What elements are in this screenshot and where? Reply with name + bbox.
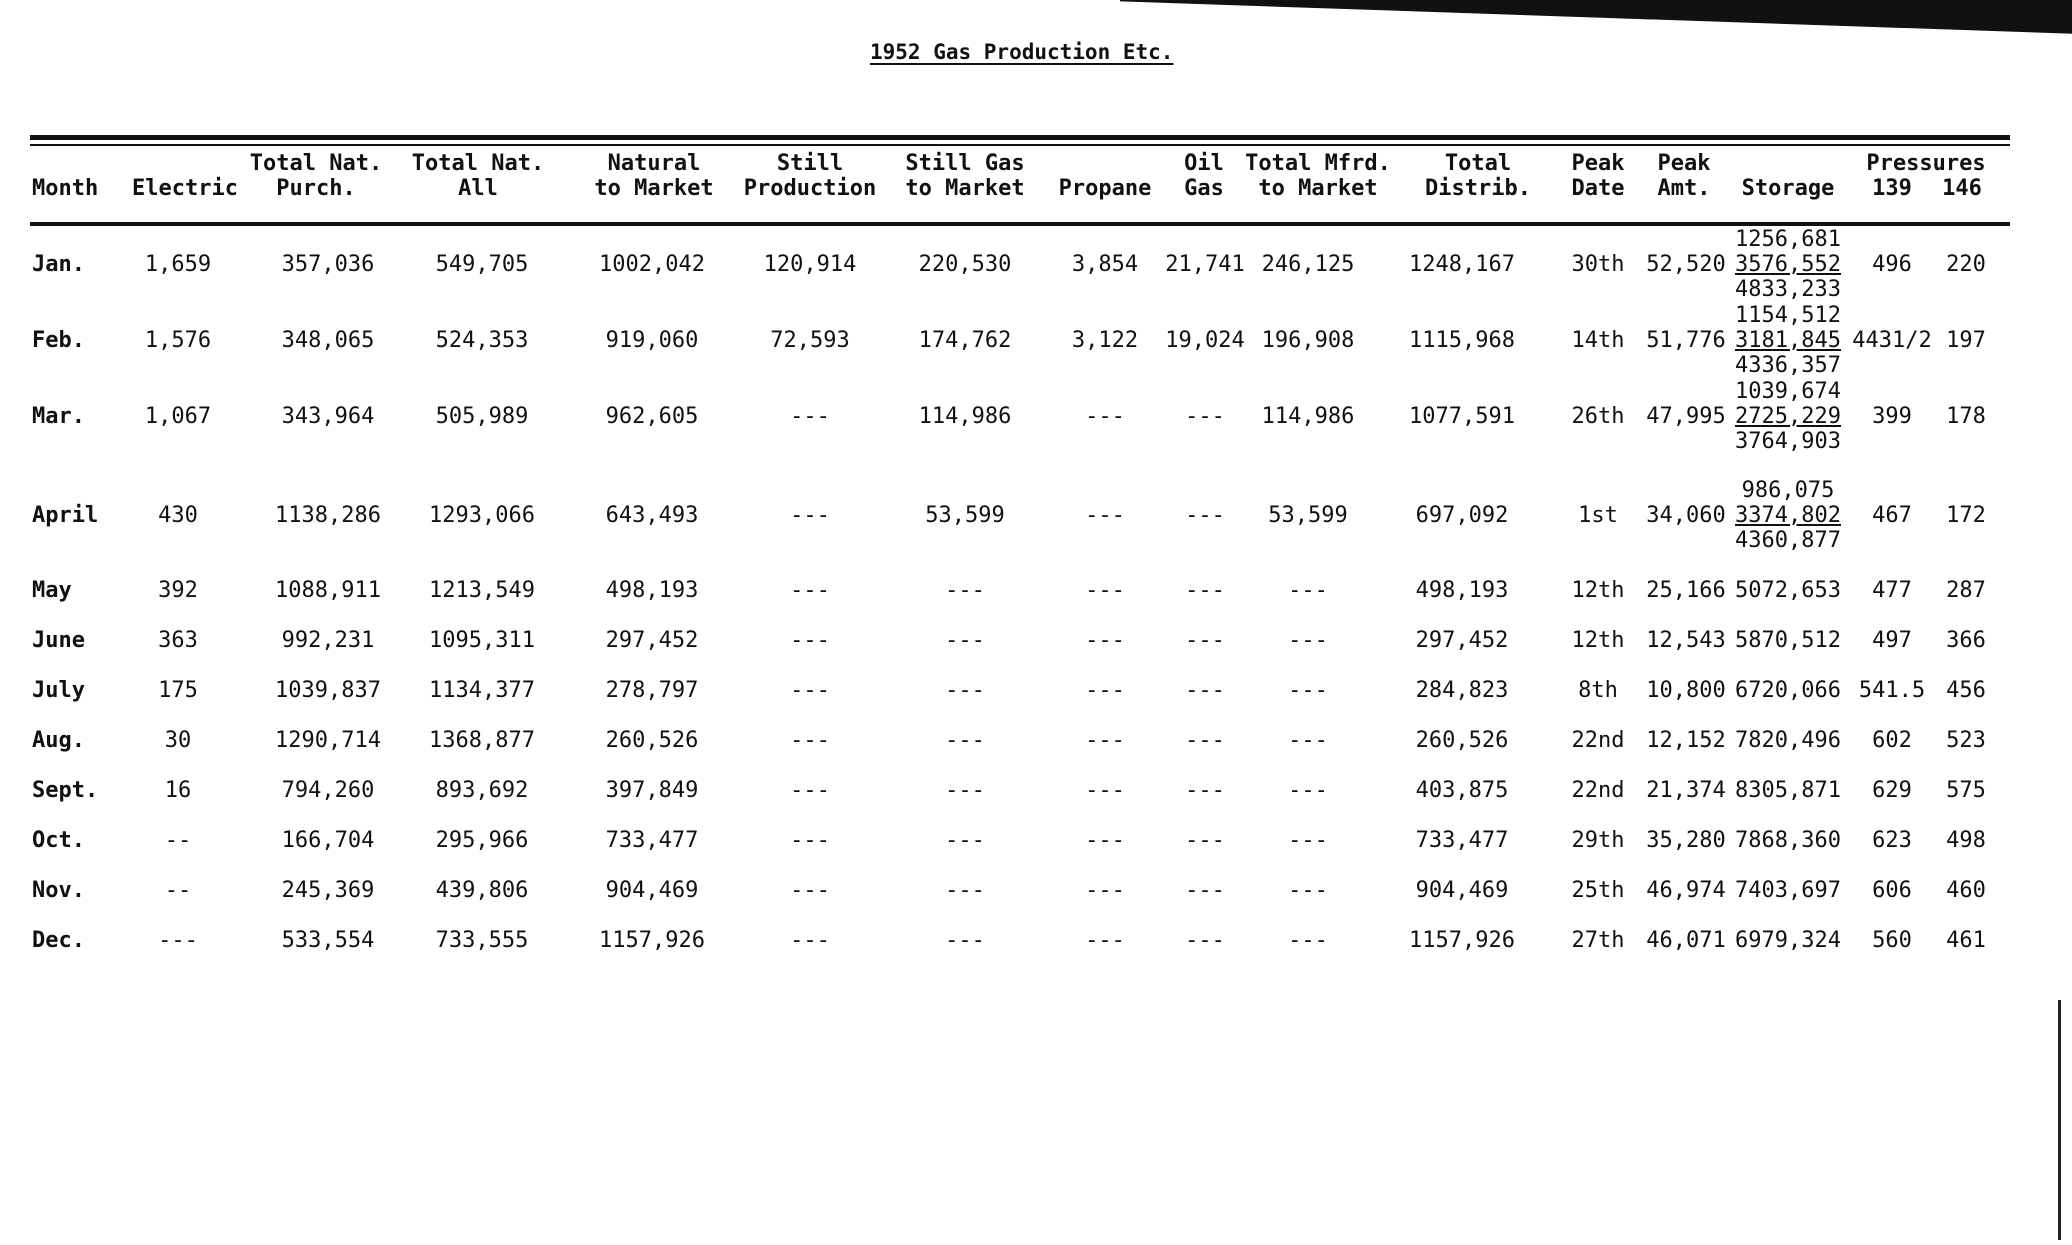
cell-p139: 4431/2	[1852, 328, 1932, 353]
cell-oil-gas: ---	[1185, 878, 1225, 903]
cell-still-production: 72,593	[770, 328, 850, 353]
header-line: Total Nat.	[411, 151, 545, 176]
cell-electric: 392	[158, 578, 198, 603]
cell-total-distrib: 403,875	[1415, 778, 1509, 803]
header-pressure-146	[1942, 176, 1982, 201]
cell-still-gas-to-market: ---	[945, 728, 985, 753]
header-line: Still Gas	[905, 151, 1025, 176]
cell-p139: 602	[1872, 728, 1912, 753]
header-oil-gas	[1184, 151, 1224, 201]
header-line: Month	[32, 176, 99, 201]
cell-p146: 523	[1946, 728, 1986, 753]
cell-month: Oct.	[32, 828, 85, 853]
cell-peak-amt: 51,776	[1646, 328, 1726, 353]
cell-total-distrib: 904,469	[1415, 878, 1509, 903]
cell-total-mfrd-to-market: 246,125	[1261, 252, 1355, 277]
cell-storage	[1735, 379, 1841, 454]
header-line: Total Nat.	[249, 151, 383, 176]
header-still-gas-to-market	[905, 151, 1024, 201]
storage-line: 4360,877	[1735, 528, 1841, 553]
cell-still-gas-to-market: ---	[945, 828, 985, 853]
cell-natural-to-market: 1157,926	[599, 928, 705, 953]
cell-natural-to-market: 1002,042	[599, 252, 705, 277]
header-line: to Market	[905, 176, 1025, 201]
cell-propane: 3,854	[1071, 252, 1139, 277]
cell-propane: ---	[1085, 578, 1125, 603]
page-title: 1952 Gas Production Etc.	[870, 40, 1174, 64]
cell-still-production: ---	[790, 828, 830, 853]
cell-storage	[1735, 578, 1841, 603]
cell-peak-amt: 35,280	[1646, 828, 1726, 853]
storage-line: 7820,496	[1735, 728, 1841, 753]
header-natural-to-market	[594, 151, 713, 201]
cell-propane: ---	[1085, 678, 1125, 703]
cell-still-production: ---	[790, 578, 830, 603]
header-pressure-139	[1872, 176, 1912, 201]
header-peak-amt	[1658, 151, 1711, 201]
cell-electric: 1,576	[144, 328, 212, 353]
cell-total-nat-purch: 992,231	[281, 628, 375, 653]
cell-electric: 30	[164, 728, 192, 753]
cell-p146: 460	[1946, 878, 1986, 903]
cell-p139: 629	[1872, 778, 1912, 803]
cell-p146: 461	[1946, 928, 1986, 953]
header-total-nat-all	[412, 151, 544, 201]
cell-oil-gas: 21,741	[1165, 252, 1245, 277]
cell-total-mfrd-to-market: 114,986	[1261, 404, 1355, 429]
cell-storage	[1735, 678, 1841, 703]
cell-propane: ---	[1085, 404, 1125, 429]
cell-still-production: ---	[790, 928, 830, 953]
cell-storage	[1735, 778, 1841, 803]
cell-storage	[1735, 227, 1841, 302]
header-line: to Market	[594, 176, 714, 201]
cell-month: July	[32, 678, 85, 703]
cell-peak-date: 26th	[1571, 404, 1625, 429]
storage-line: 1154,512	[1735, 303, 1841, 328]
header-line: Propane	[1058, 176, 1152, 201]
header-line: to Market	[1258, 176, 1378, 201]
header-line: Total	[1444, 151, 1512, 176]
cell-total-mfrd-to-market: ---	[1288, 928, 1328, 953]
cell-storage	[1735, 728, 1841, 753]
cell-month: Dec.	[32, 928, 85, 953]
storage-line: 8305,871	[1735, 778, 1841, 803]
cell-total-nat-purch: 1039,837	[275, 678, 381, 703]
cell-natural-to-market: 397,849	[605, 778, 699, 803]
cell-total-mfrd-to-market: ---	[1288, 778, 1328, 803]
cell-natural-to-market: 919,060	[605, 328, 699, 353]
cell-propane: ---	[1085, 503, 1125, 528]
cell-p139: 467	[1872, 503, 1912, 528]
storage-line: 1256,681	[1735, 227, 1841, 252]
cell-peak-amt: 46,974	[1646, 878, 1726, 903]
cell-peak-date: 25th	[1571, 878, 1625, 903]
cell-peak-amt: 12,152	[1646, 728, 1726, 753]
cell-still-gas-to-market: ---	[945, 578, 985, 603]
cell-peak-date: 1st	[1578, 503, 1618, 528]
cell-p146: 220	[1946, 252, 1986, 277]
header-line: Natural	[607, 151, 701, 176]
storage-line: 6720,066	[1735, 678, 1841, 703]
cell-total-distrib: 1157,926	[1409, 928, 1515, 953]
storage-line: 986,075	[1741, 478, 1835, 503]
cell-peak-date: 29th	[1571, 828, 1625, 853]
header-line: Still	[776, 151, 844, 176]
cell-peak-amt: 25,166	[1646, 578, 1726, 603]
cell-month: Sept.	[32, 778, 99, 803]
cell-natural-to-market: 733,477	[605, 828, 699, 853]
cell-peak-amt: 52,520	[1646, 252, 1726, 277]
cell-p146: 197	[1946, 328, 1986, 353]
cell-peak-date: 30th	[1571, 252, 1625, 277]
storage-line: 3181,845	[1735, 328, 1841, 353]
cell-still-production: ---	[790, 628, 830, 653]
cell-still-production: ---	[790, 503, 830, 528]
cell-oil-gas: 19,024	[1165, 328, 1245, 353]
cell-storage	[1735, 828, 1841, 853]
cell-natural-to-market: 297,452	[605, 628, 699, 653]
cell-p139: 496	[1872, 252, 1912, 277]
storage-line: 3576,552	[1735, 252, 1841, 277]
cell-storage	[1735, 478, 1841, 553]
cell-total-nat-all: 1368,877	[429, 728, 535, 753]
cell-still-production: ---	[790, 878, 830, 903]
cell-electric: --	[164, 878, 192, 903]
cell-total-nat-purch: 357,036	[281, 252, 375, 277]
cell-peak-date: 22nd	[1571, 728, 1625, 753]
cell-storage	[1735, 928, 1841, 953]
cell-p146: 287	[1946, 578, 1986, 603]
cell-total-mfrd-to-market: 53,599	[1268, 503, 1348, 528]
cell-total-distrib: 284,823	[1415, 678, 1509, 703]
cell-total-nat-all: 893,692	[435, 778, 529, 803]
table-top-rule-thin	[30, 144, 2010, 146]
cell-p139: 399	[1872, 404, 1912, 429]
cell-total-distrib: 1248,167	[1409, 252, 1515, 277]
cell-total-nat-all: 295,966	[435, 828, 529, 853]
cell-total-mfrd-to-market: ---	[1288, 578, 1328, 603]
cell-still-gas-to-market: 220,530	[918, 252, 1012, 277]
header-peak-date	[1572, 151, 1625, 201]
cell-total-distrib: 733,477	[1415, 828, 1509, 853]
cell-oil-gas: ---	[1185, 928, 1225, 953]
storage-line: 3764,903	[1735, 429, 1841, 454]
storage-line: 4336,357	[1735, 353, 1841, 378]
cell-total-nat-all: 439,806	[435, 878, 529, 903]
cell-p146: 172	[1946, 503, 1986, 528]
cell-electric: ---	[158, 928, 198, 953]
cell-peak-date: 27th	[1571, 928, 1625, 953]
cell-total-mfrd-to-market: 196,908	[1261, 328, 1355, 353]
cell-total-distrib: 498,193	[1415, 578, 1509, 603]
cell-electric: 175	[158, 678, 198, 703]
scan-edge-shadow	[1120, 0, 2072, 34]
cell-total-mfrd-to-market: ---	[1288, 728, 1328, 753]
storage-line: 7403,697	[1735, 878, 1841, 903]
header-line: Amt.	[1657, 176, 1711, 201]
cell-month: Nov.	[32, 878, 85, 903]
cell-total-nat-purch: 794,260	[281, 778, 375, 803]
cell-peak-amt: 21,374	[1646, 778, 1726, 803]
cell-total-nat-all: 1134,377	[429, 678, 535, 703]
cell-month: Aug.	[32, 728, 85, 753]
cell-p139: 560	[1872, 928, 1912, 953]
cell-still-production: ---	[790, 404, 830, 429]
cell-propane: ---	[1085, 628, 1125, 653]
header-line: 146	[1942, 176, 1982, 201]
cell-oil-gas: ---	[1185, 778, 1225, 803]
storage-line: 5072,653	[1735, 578, 1841, 603]
cell-total-nat-all: 1095,311	[429, 628, 535, 653]
header-line: Distrib.	[1425, 176, 1531, 201]
cell-total-distrib: 297,452	[1415, 628, 1509, 653]
header-propane	[1059, 176, 1152, 201]
cell-total-nat-all: 505,989	[435, 404, 529, 429]
cell-p146: 575	[1946, 778, 1986, 803]
cell-electric: 1,659	[144, 252, 212, 277]
header-line: Production	[743, 176, 877, 201]
header-line: Peak	[1657, 151, 1711, 176]
cell-month: Jan.	[32, 252, 85, 277]
cell-natural-to-market: 498,193	[605, 578, 699, 603]
storage-line: 3374,802	[1735, 503, 1841, 528]
cell-p146: 456	[1946, 678, 1986, 703]
cell-still-gas-to-market: 53,599	[925, 503, 1005, 528]
cell-p139: 477	[1872, 578, 1912, 603]
header-line: 139	[1872, 176, 1912, 201]
storage-line: 7868,360	[1735, 828, 1841, 853]
storage-line: 2725,229	[1735, 404, 1841, 429]
cell-total-nat-purch: 166,704	[281, 828, 375, 853]
cell-oil-gas: ---	[1185, 404, 1225, 429]
header-still-production	[744, 151, 876, 201]
cell-p139: 497	[1872, 628, 1912, 653]
cell-total-mfrd-to-market: ---	[1288, 828, 1328, 853]
header-total-nat-purch	[250, 151, 382, 201]
header-electric	[132, 176, 238, 201]
cell-peak-amt: 12,543	[1646, 628, 1726, 653]
cell-still-gas-to-market: 114,986	[918, 404, 1012, 429]
header-bottom-rule	[30, 222, 2010, 226]
header-line: Purch.	[276, 176, 356, 201]
cell-p146: 178	[1946, 404, 1986, 429]
cell-p146: 366	[1946, 628, 1986, 653]
header-pressures	[1866, 151, 1985, 176]
cell-total-nat-all: 1213,549	[429, 578, 535, 603]
cell-total-nat-purch: 245,369	[281, 878, 375, 903]
cell-oil-gas: ---	[1185, 678, 1225, 703]
storage-line: 1039,674	[1735, 379, 1841, 404]
cell-natural-to-market: 278,797	[605, 678, 699, 703]
cell-electric: 1,067	[144, 404, 212, 429]
cell-month: April	[32, 503, 99, 528]
cell-oil-gas: ---	[1185, 578, 1225, 603]
scan-margin-line	[2058, 1000, 2061, 1240]
storage-line: 5870,512	[1735, 628, 1841, 653]
header-line: Gas	[1184, 176, 1224, 201]
cell-total-mfrd-to-market: ---	[1288, 678, 1328, 703]
table-top-rule	[30, 135, 2010, 140]
storage-line: 6979,324	[1735, 928, 1841, 953]
storage-line: 4833,233	[1735, 277, 1841, 302]
cell-peak-date: 14th	[1571, 328, 1625, 353]
cell-oil-gas: ---	[1185, 828, 1225, 853]
cell-total-nat-all: 1293,066	[429, 503, 535, 528]
cell-still-production: 120,914	[763, 252, 857, 277]
cell-peak-amt: 46,071	[1646, 928, 1726, 953]
header-line: Total Mfrd.	[1245, 151, 1391, 176]
cell-still-gas-to-market: ---	[945, 628, 985, 653]
cell-electric: 430	[158, 503, 198, 528]
cell-still-gas-to-market: ---	[945, 878, 985, 903]
cell-natural-to-market: 643,493	[605, 503, 699, 528]
cell-still-production: ---	[790, 778, 830, 803]
cell-month: May	[32, 578, 72, 603]
cell-peak-amt: 34,060	[1646, 503, 1726, 528]
cell-month: June	[32, 628, 85, 653]
cell-total-nat-purch: 1088,911	[275, 578, 381, 603]
cell-peak-amt: 10,800	[1646, 678, 1726, 703]
cell-natural-to-market: 260,526	[605, 728, 699, 753]
cell-total-distrib: 1115,968	[1409, 328, 1515, 353]
cell-natural-to-market: 962,605	[605, 404, 699, 429]
header-total-mfrd-to-market	[1245, 151, 1391, 201]
cell-total-nat-purch: 348,065	[281, 328, 375, 353]
header-storage	[1742, 176, 1835, 201]
header-line: Pressures	[1866, 151, 1986, 176]
cell-electric: --	[164, 828, 192, 853]
cell-oil-gas: ---	[1185, 503, 1225, 528]
cell-p139: 541.5	[1858, 678, 1926, 703]
cell-still-gas-to-market: 174,762	[918, 328, 1012, 353]
cell-peak-date: 12th	[1571, 628, 1625, 653]
cell-peak-date: 12th	[1571, 578, 1625, 603]
cell-still-production: ---	[790, 728, 830, 753]
cell-storage	[1735, 628, 1841, 653]
cell-peak-amt: 47,995	[1646, 404, 1726, 429]
cell-propane: ---	[1085, 878, 1125, 903]
cell-propane: ---	[1085, 728, 1125, 753]
cell-propane: ---	[1085, 778, 1125, 803]
cell-month: Feb.	[32, 328, 85, 353]
cell-propane: ---	[1085, 828, 1125, 853]
cell-peak-date: 22nd	[1571, 778, 1625, 803]
cell-p146: 498	[1946, 828, 1986, 853]
cell-electric: 363	[158, 628, 198, 653]
header-line: All	[458, 176, 498, 201]
header-line: Electric	[132, 176, 238, 201]
cell-total-nat-all: 733,555	[435, 928, 529, 953]
cell-oil-gas: ---	[1185, 628, 1225, 653]
cell-total-mfrd-to-market: ---	[1288, 878, 1328, 903]
cell-total-nat-purch: 1138,286	[275, 503, 381, 528]
cell-storage	[1735, 303, 1841, 378]
cell-still-gas-to-market: ---	[945, 678, 985, 703]
cell-total-distrib: 697,092	[1415, 503, 1509, 528]
cell-total-nat-all: 549,705	[435, 252, 529, 277]
header-line: Peak	[1571, 151, 1625, 176]
cell-total-distrib: 1077,591	[1409, 404, 1515, 429]
cell-still-gas-to-market: ---	[945, 778, 985, 803]
cell-oil-gas: ---	[1185, 728, 1225, 753]
cell-propane: 3,122	[1071, 328, 1139, 353]
cell-total-mfrd-to-market: ---	[1288, 628, 1328, 653]
header-line: Date	[1571, 176, 1625, 201]
cell-natural-to-market: 904,469	[605, 878, 699, 903]
header-line: Storage	[1741, 176, 1835, 201]
cell-month: Mar.	[32, 404, 85, 429]
cell-storage	[1735, 878, 1841, 903]
header-total-distrib	[1425, 151, 1531, 201]
cell-p139: 606	[1872, 878, 1912, 903]
cell-electric: 16	[164, 778, 192, 803]
cell-peak-date: 8th	[1578, 678, 1618, 703]
cell-still-gas-to-market: ---	[945, 928, 985, 953]
header-month	[32, 176, 98, 201]
cell-p139: 623	[1872, 828, 1912, 853]
cell-propane: ---	[1085, 928, 1125, 953]
cell-still-production: ---	[790, 678, 830, 703]
cell-total-distrib: 260,526	[1415, 728, 1509, 753]
header-line: Oil	[1184, 151, 1224, 176]
cell-total-nat-all: 524,353	[435, 328, 529, 353]
cell-total-nat-purch: 533,554	[281, 928, 375, 953]
cell-total-nat-purch: 343,964	[281, 404, 375, 429]
cell-total-nat-purch: 1290,714	[275, 728, 381, 753]
